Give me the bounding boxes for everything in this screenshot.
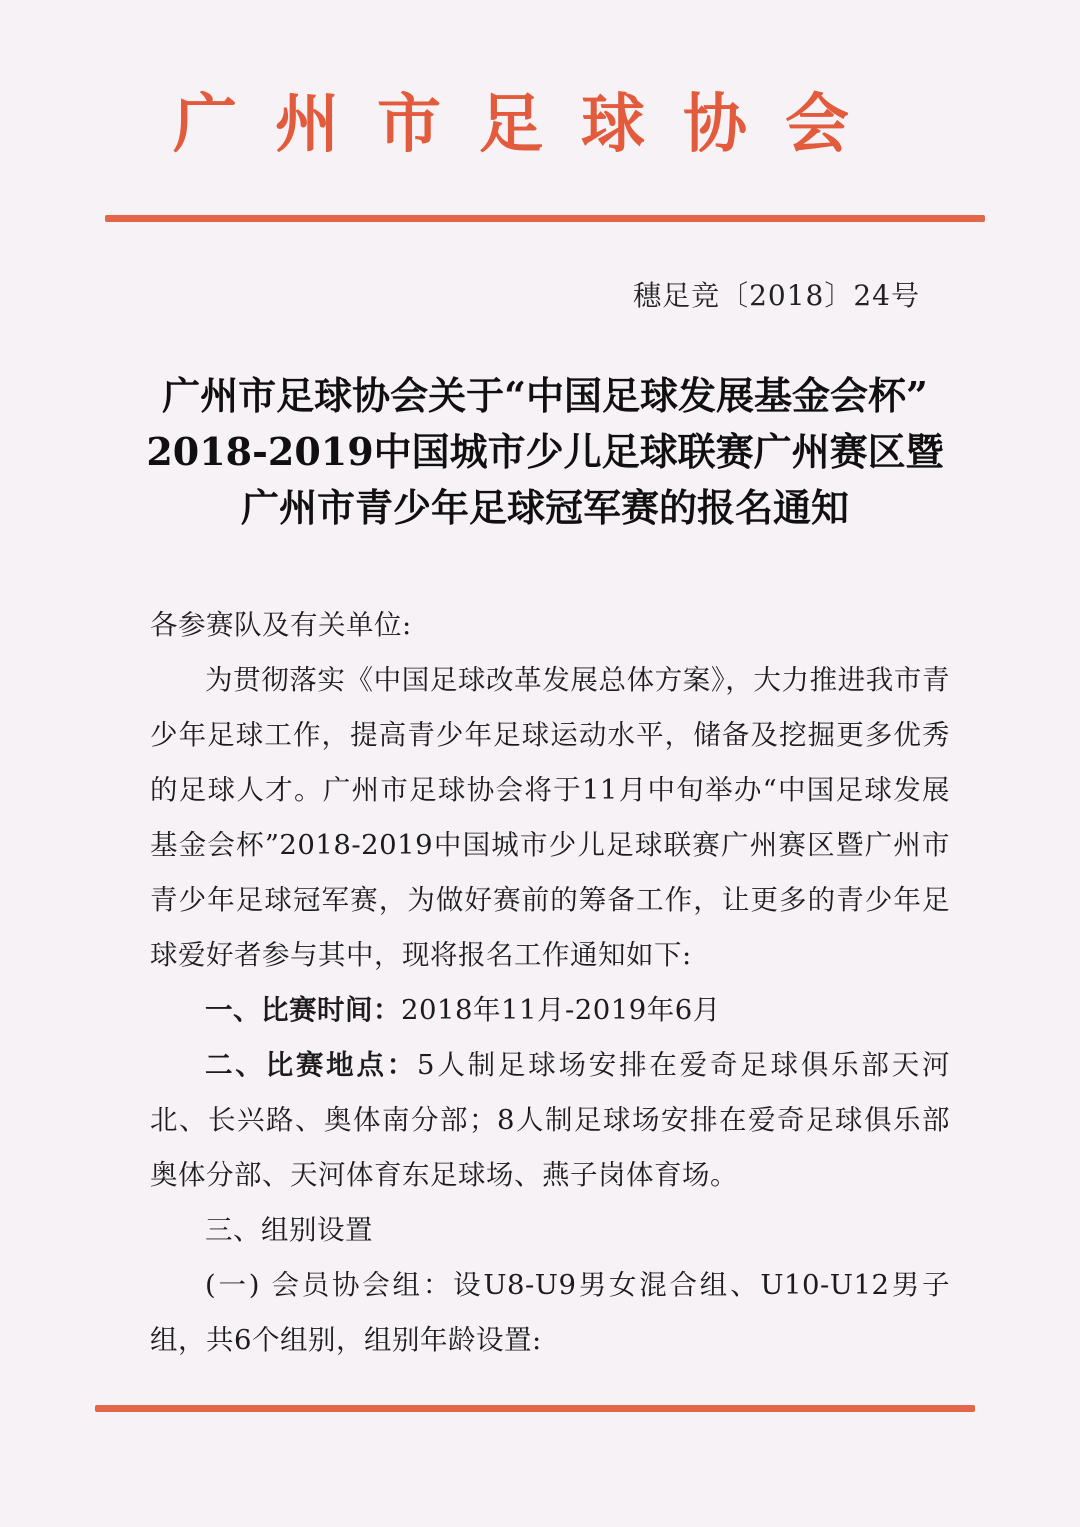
section-time-value: 2018年11月-2019年6月 <box>401 994 721 1026</box>
section-groups-sub: (一) 会员协会组：设U8-U9男女混合组、U10-U12男子组，共6个组别，组别年龄设置: <box>150 1269 950 1356</box>
letterhead-divider-bottom <box>95 1405 975 1412</box>
section-venue-value: 5人制足球场安排在爱奇足球俱乐部天河北、长兴路、奥体南分部；8人制足球场安排在爱奇足球俱乐部奥体分部、天河体育东足球场、燕子岗体育场。 <box>150 1049 951 1191</box>
notice-body <box>150 598 950 1368</box>
section-venue <box>150 1038 950 1203</box>
notice-title <box>140 368 950 536</box>
document-number: 穗足竞〔2018〕24号 <box>633 279 920 312</box>
section-time <box>150 983 950 1038</box>
title-line-1: 广州市足球协会关于“中国足球发展基金会杯” <box>162 373 928 418</box>
title-line-3: 广州市青少年足球冠军赛的报名通知 <box>240 485 849 530</box>
title-line-2: 2018-2019中国城市少儿足球联赛广州赛区暨 <box>146 429 944 474</box>
org-letterhead: 广州市足球协会 <box>173 87 887 162</box>
section-time-heading: 一、比赛时间： <box>205 994 401 1026</box>
letterhead-divider-top <box>105 215 985 222</box>
salutation: 各参赛队及有关单位: <box>150 609 412 641</box>
section-groups-heading: 三、组别设置 <box>205 1214 373 1246</box>
intro-paragraph: 为贯彻落实《中国足球改革发展总体方案》，大力推进我市青少年足球工作，提高青少年足球运动水平，储备及挖掘更多优秀的足球人才。广州市足球协会将于11月中旬举办“中国足球发展基金会杯”2018-2019中国城市少儿足球联赛广州赛区暨广州市青少年足球冠军赛，为做好赛前的筹备工作，让更多的青少年足球爱好者参与其中，现将报名工作通知如下: <box>150 664 950 971</box>
section-venue-heading: 二、比赛地点： <box>205 1049 418 1081</box>
